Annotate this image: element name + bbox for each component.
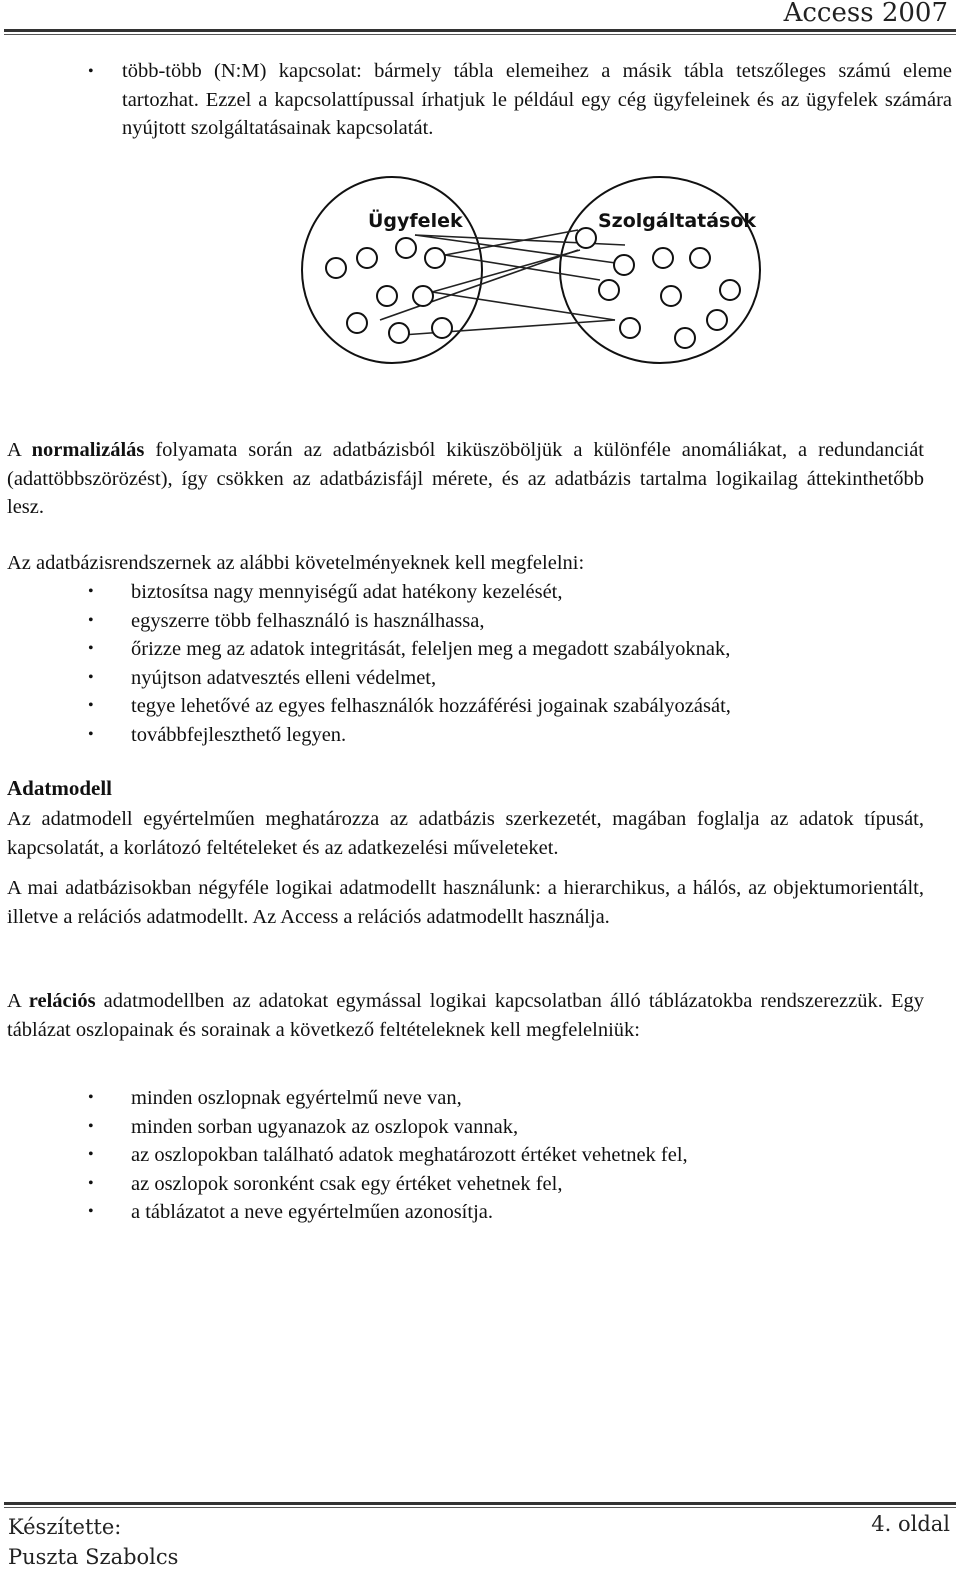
- table-rules-list: [88, 1084, 928, 1227]
- bullet-icon: •: [88, 725, 94, 743]
- bullet-icon: •: [88, 697, 94, 714]
- bullet-icon: •: [88, 611, 94, 629]
- list-item-text: nyújtson adatvesztés elleni védelmet,: [131, 666, 437, 689]
- normalization-text: folyamata során az adatbázisból kiküszöböljük a különféle anomáliákat, a redundanciát (adattöbbszörözést), így csökken az adatbázisfájl mérete, és az adatbázis tartalma logikailag áttekinthetőbb lesz.: [7, 439, 924, 518]
- services-label: Szolgáltatások: [598, 210, 757, 232]
- footer-divider: [4, 1502, 956, 1505]
- bullet-icon: •: [88, 1117, 94, 1135]
- service-node: [599, 280, 619, 300]
- datamodel-paragraph-3: [7, 987, 924, 1044]
- bullet-icon: •: [88, 63, 94, 80]
- nm-relationship-paragraph: [122, 57, 952, 143]
- list-item: [88, 1198, 928, 1227]
- list-item-text: továbbfejleszthető legyen.: [131, 723, 347, 746]
- relational-term: relációs: [28, 990, 96, 1012]
- list-item-text: az oszlopok soronként csak egy értéket vehetnek fel,: [131, 1172, 563, 1195]
- customer-node: [347, 313, 367, 333]
- list-item: [88, 721, 928, 750]
- list-item-text: az oszlopokban található adatok meghatározott értéket vehetnek fel,: [131, 1144, 688, 1166]
- relational-text: adatmodellben az adatokat egymással logikai kapcsolatban álló táblázatokba rendszerezzük. Egy táblázat oszlopainak és sorainak a következő feltételeknek kell megfelelniük:: [7, 990, 924, 1041]
- normalization-paragraph: [7, 436, 924, 522]
- list-item-text: egyszerre több felhasználó is használhassa,: [131, 609, 485, 632]
- requirements-list: [88, 578, 928, 749]
- relation-line: [445, 255, 600, 280]
- relational-prefix: A: [7, 990, 29, 1012]
- datamodel-paragraph-2: A mai adatbázisokban négyféle logikai adatmodellt használunk: a hierarchikus, a hálós, az objektumorientált, illetve a relációs adatmodellt. Az Access a relációs adatmodellt használja.: [7, 877, 924, 928]
- customer-node: [425, 248, 445, 268]
- list-item-text: őrizze meg az adatok integritását, feleljen meg a megadott szabályoknak,: [131, 638, 731, 660]
- customer-node: [389, 323, 409, 343]
- customer-node: [432, 318, 452, 338]
- bullet-icon: •: [88, 1203, 94, 1220]
- nm-text: bármely tábla elemeihez a másik tábla tetszőleges számú eleme tartozhat. Ezzel a kapcsolattípussal írhatjuk le például egy cég ügyfeleinek és az ügyfelek számára nyújtott szolgáltatásainak kapcsolatát.: [122, 60, 952, 139]
- service-node: [576, 228, 596, 248]
- list-item-text: a táblázatot a neve egyértelműen azonosítja.: [131, 1201, 493, 1223]
- bullet-icon: •: [88, 1174, 94, 1192]
- list-item-text: tegye lehetővé az egyes felhasználók hozzáférési jogainak szabályozását,: [131, 695, 731, 717]
- requirements-intro: Az adatbázisrendszernek az alábbi követelményeknek kell megfelelni:: [7, 552, 585, 574]
- list-item: [88, 692, 928, 721]
- list-item: [88, 607, 928, 636]
- bullet-icon: •: [88, 1146, 94, 1163]
- service-node: [614, 255, 634, 275]
- service-node: [653, 248, 673, 268]
- relationship-diagram: [290, 170, 770, 390]
- bullet-icon: •: [88, 640, 94, 657]
- service-node: [690, 248, 710, 268]
- list-item: [88, 1084, 928, 1113]
- bullet-icon: •: [88, 583, 94, 600]
- bullet-icon: •: [88, 668, 94, 686]
- list-item: [88, 1141, 928, 1170]
- customer-node: [396, 238, 416, 258]
- header-divider: [4, 29, 956, 32]
- nm-lead: több-több (N:M) kapcsolat:: [122, 60, 362, 82]
- customer-node: [357, 248, 377, 268]
- list-item: [88, 1113, 928, 1142]
- normalization-prefix: A: [7, 439, 32, 461]
- list-item-text: biztosítsa nagy mennyiségű adat hatékony kezelését,: [131, 581, 563, 603]
- bullet-icon: •: [88, 1089, 94, 1106]
- relation-line: [432, 292, 615, 320]
- datamodel-paragraph-1: Az adatmodell egyértelműen meghatározza az adatbázis szerkezetét, magában foglalja az adatok típusát, kapcsolatát, a korlátozó feltételeket és az adatkezelési műveleteket.: [7, 808, 924, 859]
- normalization-term: normalizálás: [31, 439, 145, 461]
- footer-divider-thin: [4, 1507, 956, 1508]
- footer-label: Készítette:: [8, 1515, 122, 1539]
- service-node: [620, 318, 640, 338]
- customer-node: [377, 286, 397, 306]
- list-item: [88, 1170, 928, 1199]
- list-item: [88, 578, 928, 607]
- list-item-text: minden sorban ugyanazok az oszlopok vannak,: [131, 1115, 519, 1138]
- page-number: 4. oldal: [871, 1512, 950, 1536]
- service-node: [661, 286, 681, 306]
- section-heading-datamodel: Adatmodell: [7, 776, 112, 800]
- list-item: [88, 635, 928, 664]
- service-node: [675, 328, 695, 348]
- service-node: [707, 310, 727, 330]
- footer-author: Puszta Szabolcs: [8, 1545, 179, 1569]
- header-divider-thin: [4, 34, 956, 35]
- page-header-title: Access 2007: [783, 0, 948, 28]
- customer-node: [413, 286, 433, 306]
- services-set-circle: [560, 177, 760, 363]
- customers-label: Ügyfelek: [368, 210, 463, 232]
- list-item: [88, 664, 928, 693]
- customer-node: [326, 258, 346, 278]
- service-node: [720, 280, 740, 300]
- footer-author-block: [8, 1512, 178, 1572]
- list-item-text: minden oszlopnak egyértelmű neve van,: [131, 1087, 462, 1109]
